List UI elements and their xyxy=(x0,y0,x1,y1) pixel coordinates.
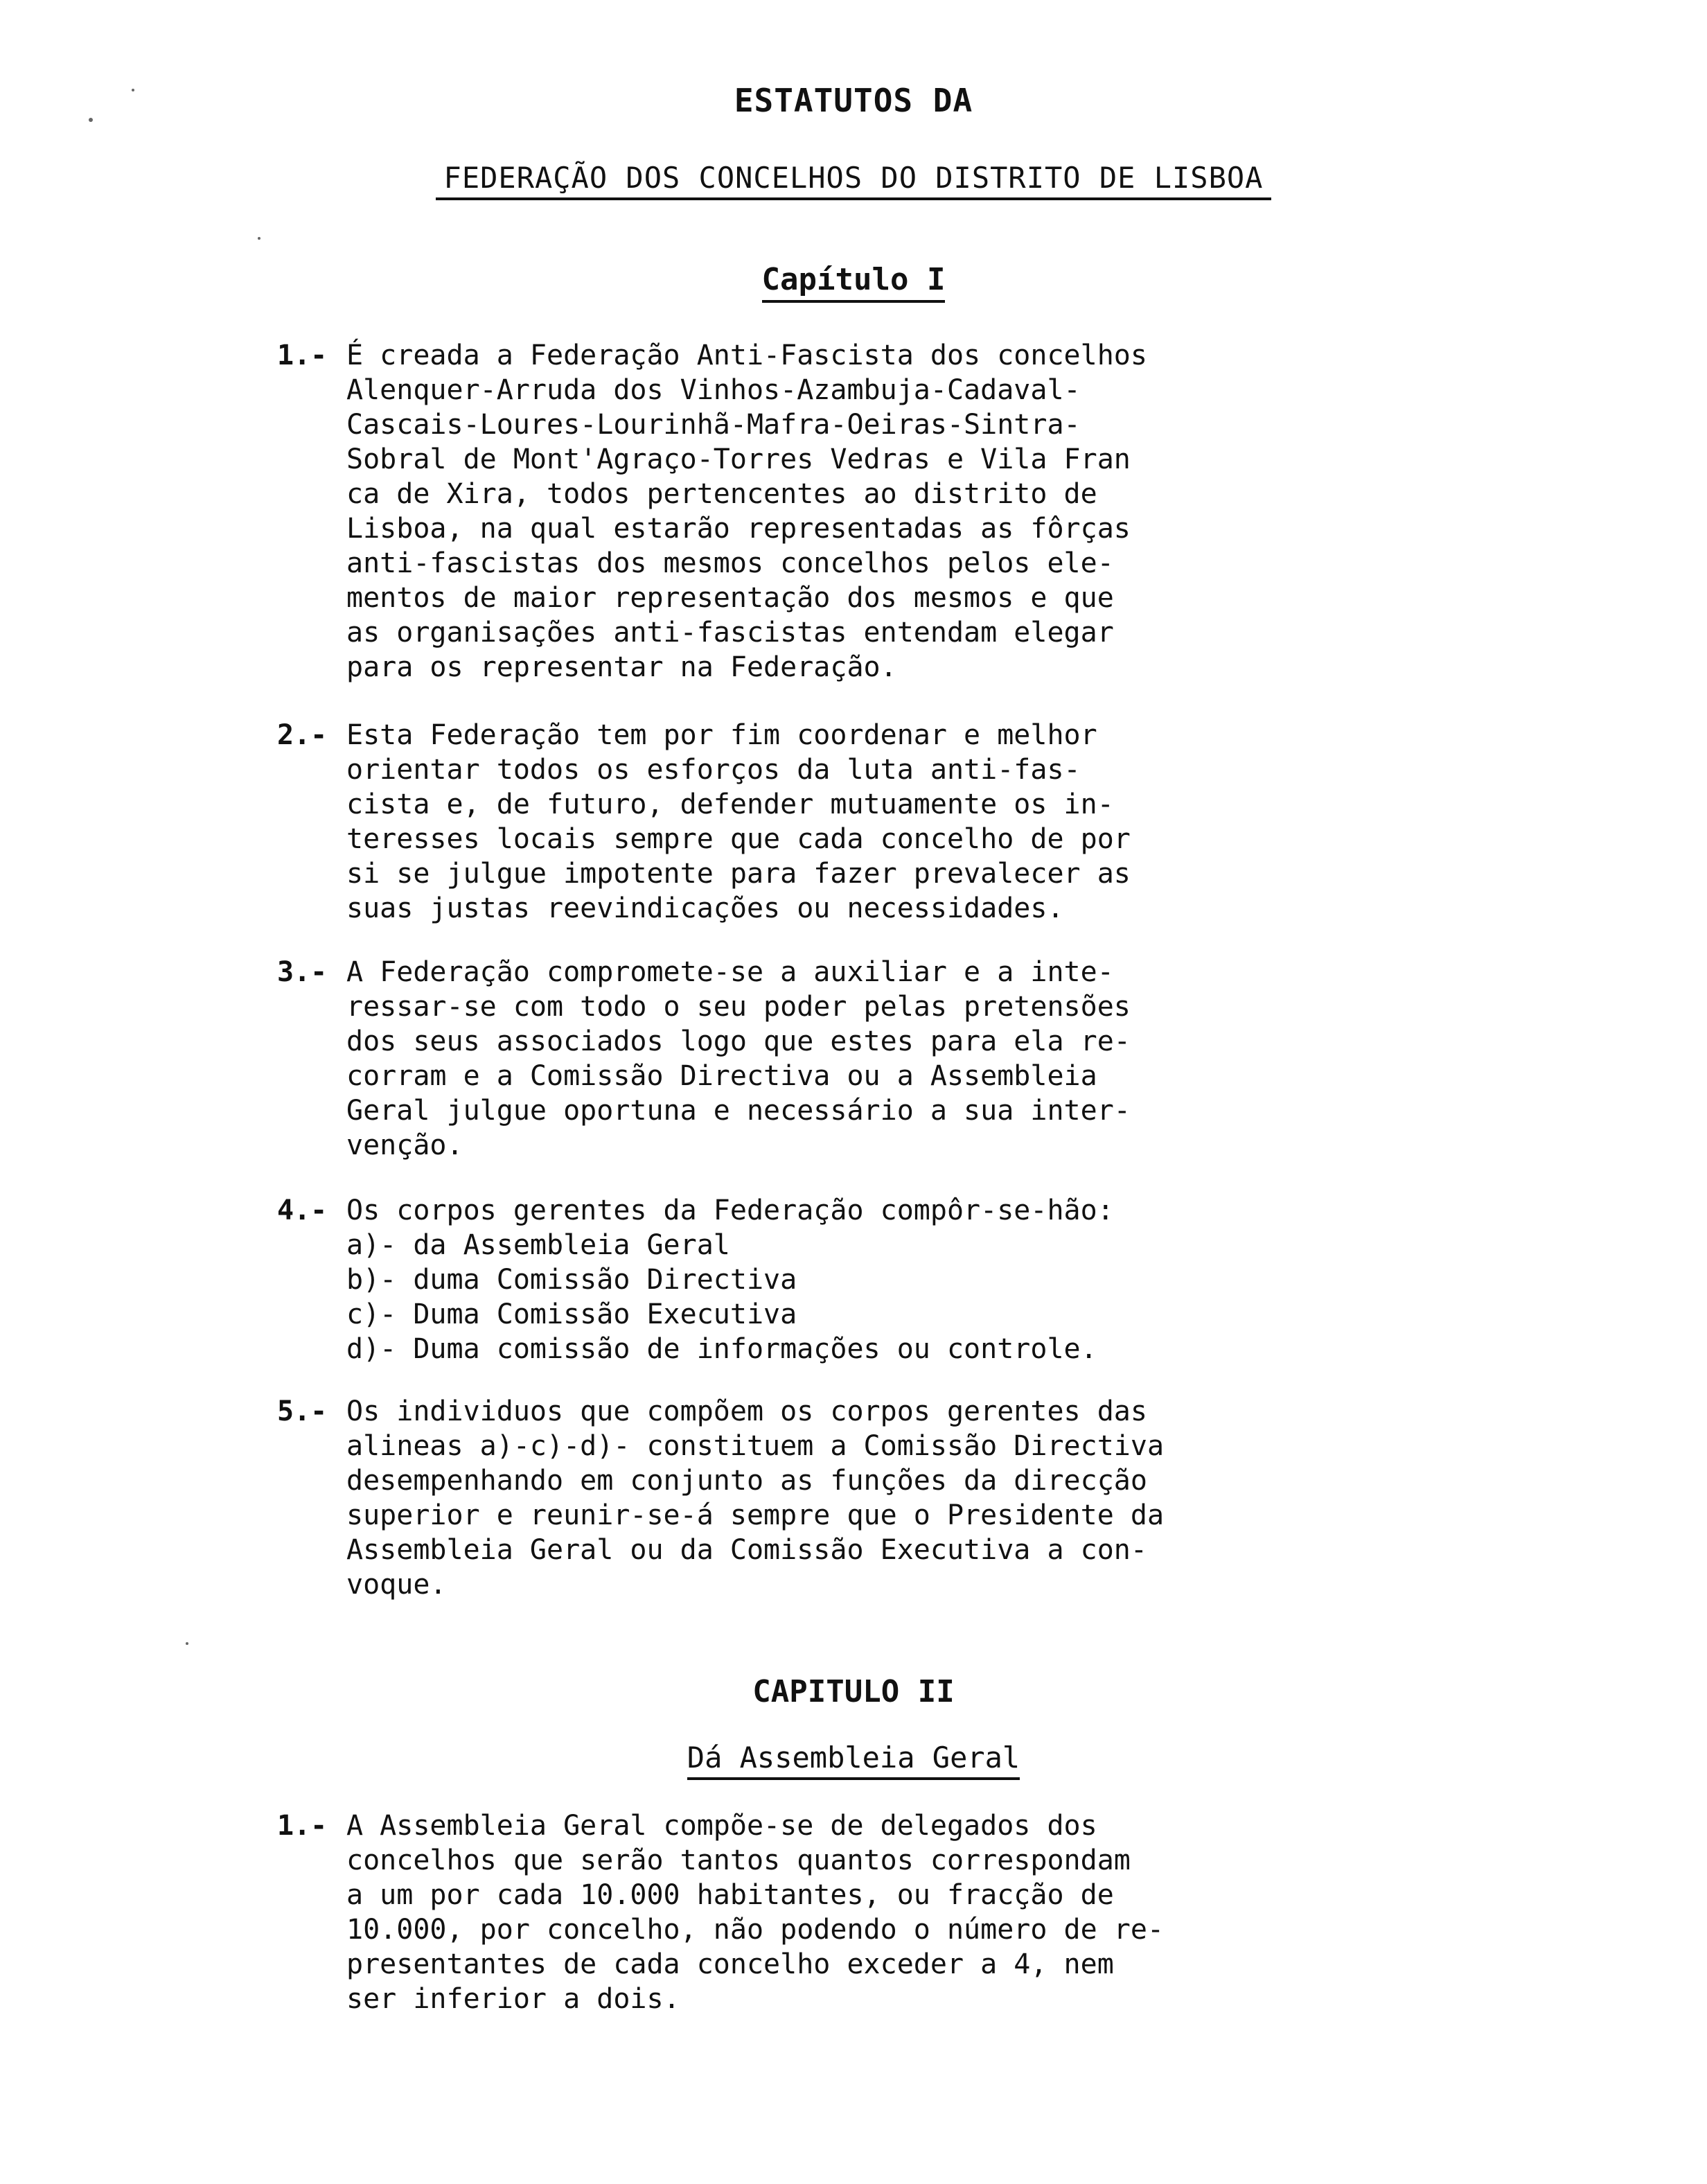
article-line: d)- Duma comissão de informações ou controle. xyxy=(346,1333,1097,1365)
article-line: voque. xyxy=(346,1569,447,1601)
scan-speck xyxy=(89,118,93,122)
article-line: venção. xyxy=(346,1129,463,1161)
article-line: Os corpos gerentes da Federação compôr-se-hão: xyxy=(346,1195,1114,1226)
document-subtitle xyxy=(0,161,1707,200)
scan-speck xyxy=(258,237,260,240)
article-number: 1.- xyxy=(277,1810,328,1842)
article-line: anti-fascistas dos mesmos concelhos pelos ele- xyxy=(346,547,1114,579)
article-line: presentantes de cada concelho exceder a 4, nem xyxy=(346,1948,1114,1980)
article-line: cista e, de futuro, defender mutuamente os in- xyxy=(346,789,1114,820)
document-title: ESTATUTOS DA xyxy=(734,82,973,119)
article-line: Lisboa, na qual estarão representadas as fôrças xyxy=(346,513,1131,545)
document-subtitle-text: FEDERAÇÃO DOS CONCELHOS DO DISTRITO DE LISBOA xyxy=(436,161,1272,200)
chapter-1-heading xyxy=(0,262,1707,303)
article-line: superior e reunir-se-á sempre que o Presidente da xyxy=(346,1499,1165,1531)
article-line: ressar-se com todo o seu poder pelas pretensões xyxy=(346,991,1131,1023)
article-line: mentos de maior representação dos mesmos e que xyxy=(346,582,1114,614)
article-line: Esta Federação tem por fim coordenar e melhor xyxy=(346,719,1097,751)
article-line: a um por cada 10.000 habitantes, ou fracção de xyxy=(346,1879,1114,1911)
article-line: b)- duma Comissão Directiva xyxy=(346,1264,797,1296)
scan-speck xyxy=(132,89,134,91)
article-line: corram e a Comissão Directiva ou a Assembleia xyxy=(346,1060,1097,1092)
article-number: 5.- xyxy=(277,1395,328,1427)
article-line: Cascais-Loures-Lourinhã-Mafra-Oeiras-Sintra- xyxy=(346,409,1081,441)
article-line: orientar todos os esforços da luta anti-fas- xyxy=(346,754,1081,786)
chapter-2-subheading-text: Dá Assembleia Geral xyxy=(687,1741,1020,1780)
article-line: concelhos que serão tantos quantos correspondam xyxy=(346,1844,1131,1876)
article-line: 10.000, por concelho, não podendo o número de re- xyxy=(346,1914,1165,1946)
article-line: Assembleia Geral ou da Comissão Executiva a con- xyxy=(346,1534,1147,1566)
article-line: as organisações anti-fascistas entendam elegar xyxy=(346,617,1114,649)
article-line: A Assembleia Geral compõe-se de delegados dos xyxy=(346,1810,1097,1842)
article-line: c)- Duma Comissão Executiva xyxy=(346,1298,797,1330)
article-line: si se julgue impotente para fazer prevalecer as xyxy=(346,858,1131,890)
article-line: a)- da Assembleia Geral xyxy=(346,1229,730,1261)
chapter-1-heading-text: Capítulo I xyxy=(762,262,946,303)
article-line: teresses locais sempre que cada concelho de por xyxy=(346,823,1131,855)
chapter-2-subheading xyxy=(0,1741,1707,1780)
article-number: 3.- xyxy=(277,956,328,988)
article-line: Geral julgue oportuna e necessário a sua inter- xyxy=(346,1095,1131,1127)
article-line: Alenquer-Arruda dos Vinhos-Azambuja-Cadaval- xyxy=(346,374,1081,406)
article-line: ser inferior a dois. xyxy=(346,1983,680,2015)
article-line: dos seus associados logo que estes para ela re- xyxy=(346,1025,1131,1057)
article-line: Sobral de Mont'Agraço-Torres Vedras e Vila Fran xyxy=(346,443,1131,475)
article-number: 4.- xyxy=(277,1195,328,1226)
article-line: Os individuos que compõem os corpos gerentes das xyxy=(346,1395,1147,1427)
article-line: desempenhando em conjunto as funções da direcção xyxy=(346,1465,1147,1497)
article-number: 1.- xyxy=(277,340,328,371)
article-line: suas justas reevindicações ou necessidades. xyxy=(346,892,1064,924)
article-line: ca de Xira, todos pertencentes ao distrito de xyxy=(346,478,1097,510)
chapter-2-heading: CAPITULO II xyxy=(752,1674,955,1709)
article-line: para os representar na Federação. xyxy=(346,651,897,683)
article-line: alineas a)-c)-d)- constituem a Comissão Directiva xyxy=(346,1430,1165,1462)
article-number: 2.- xyxy=(277,719,328,751)
scan-speck xyxy=(186,1642,188,1645)
article-line: A Federação compromete-se a auxiliar e a inte- xyxy=(346,956,1114,988)
article-line: É creada a Federação Anti-Fascista dos concelhos xyxy=(346,340,1147,371)
